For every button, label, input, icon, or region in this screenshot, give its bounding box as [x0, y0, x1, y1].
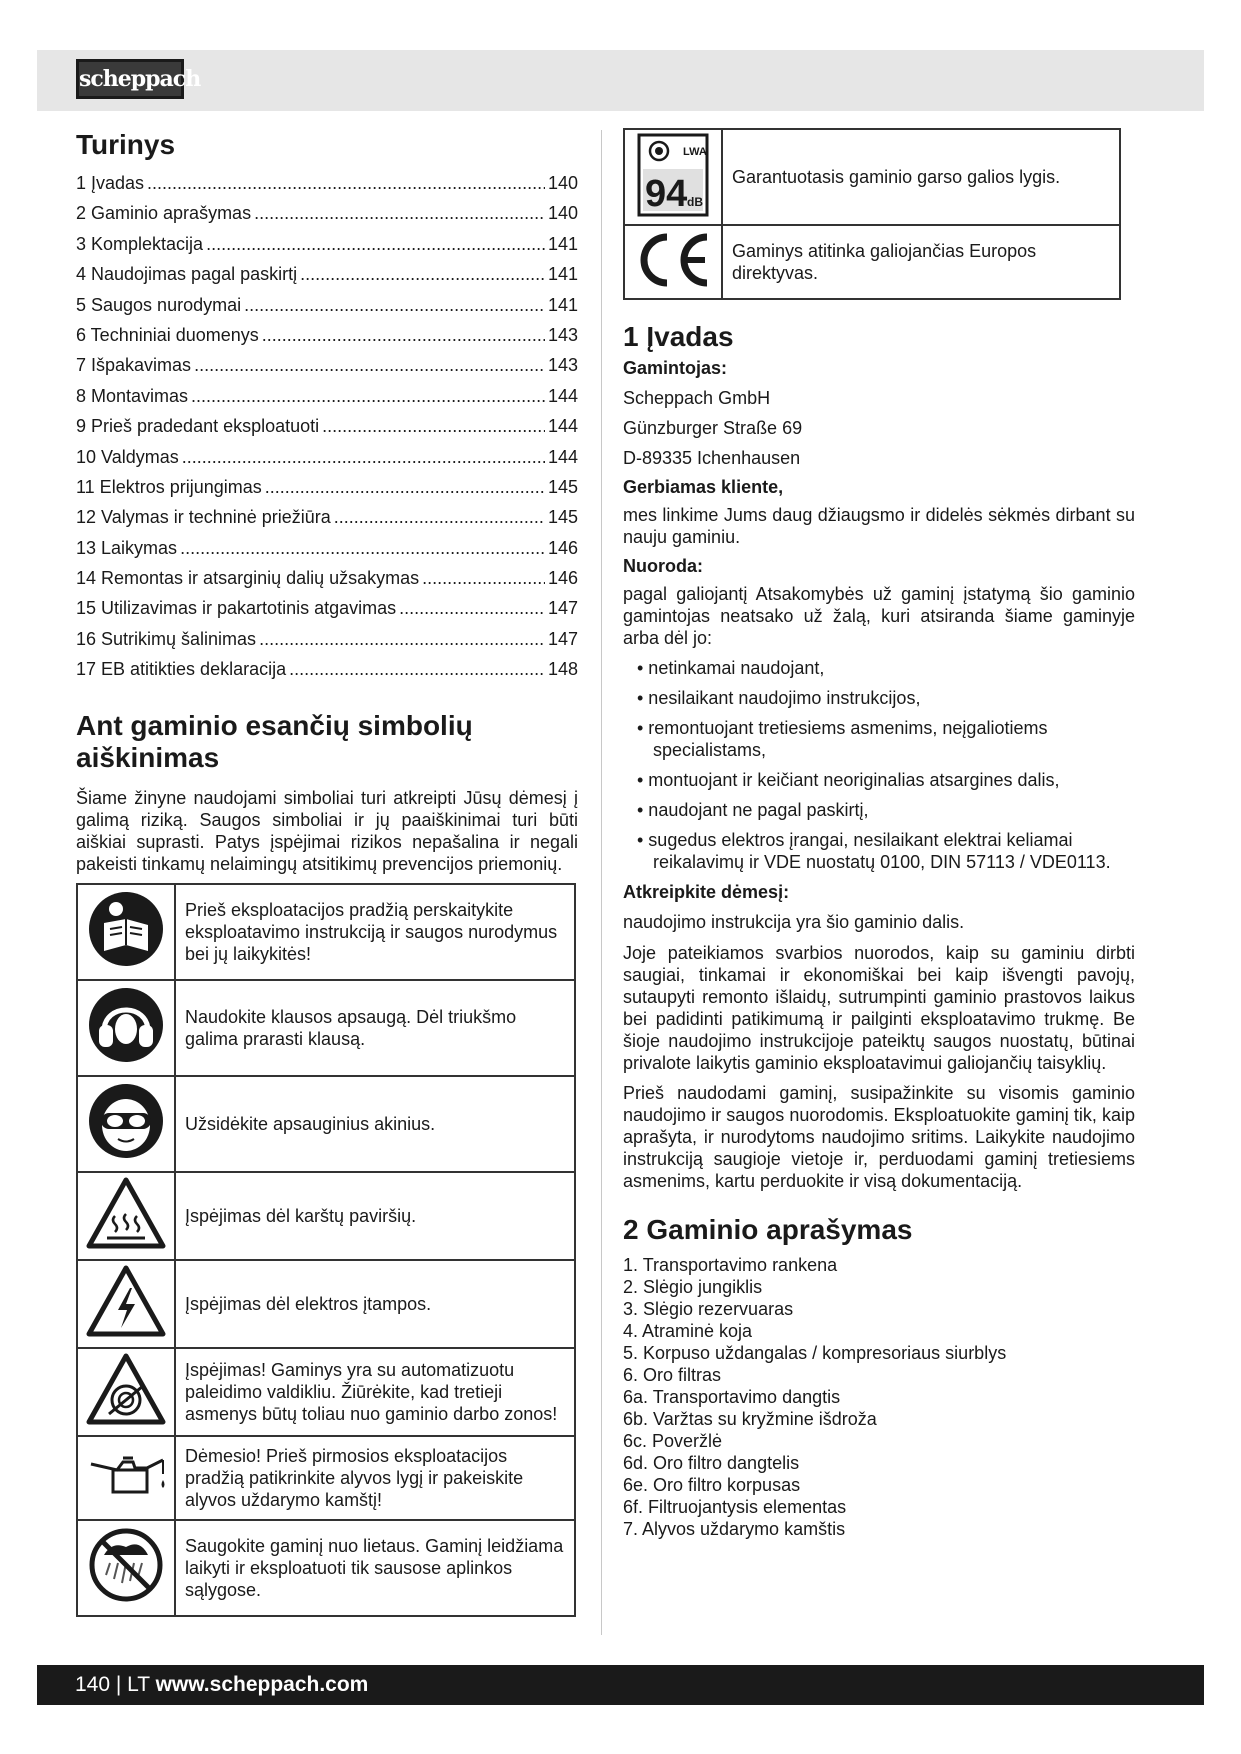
toc-entry-label: 11 Elektros prijungimas: [76, 476, 262, 497]
list-item: • sugedus elektros įrangai, nesilaikant elektrai keliamai reikalavimų ir VDE nuostatų 0100, DIN 57113 / VDE0113.: [637, 830, 1111, 872]
intro-title: 1 Įvadas: [623, 321, 734, 352]
symbol-row: [77, 1172, 575, 1260]
toc-entry-label: 12 Valymas ir techninė priežiūra: [76, 507, 331, 528]
toc-entry-label: 17 EB atitikties deklaracija: [76, 659, 287, 680]
symbol-text: Garantuotasis gaminio garso galios lygis.: [722, 129, 1120, 225]
toc-entry-label: 8 Montavimas: [76, 385, 189, 406]
toc-entry[interactable]: [76, 596, 578, 626]
symbol-text: Įspėjimas dėl karštų paviršių.: [175, 1172, 575, 1260]
toc-leader-dots: [289, 657, 545, 687]
symbols-intro: Šiame žinyne naudojami simboliai turi atkreipti Jūsų dėmesį į galimą riziką. Saugos simboliai ir jų paaiškinimai turi būti aiškiai suprasti. Patys įspėjimai rizikos nepašalina ir negali pakeisti tinkamų nelaimingų atsitikimų prevencijos priemonių.: [76, 787, 578, 874]
list-item: • montuojant ir keičiant neoriginalias atsargines dalis,: [637, 770, 1060, 790]
toc-entry-label: 9 Prieš pradedant eksploatuoti: [76, 416, 320, 437]
list-item: • nesilaikant naudojimo instrukcijos,: [637, 688, 921, 708]
toc-entry-page: 140: [547, 203, 578, 224]
toc-leader-dots: [399, 596, 545, 626]
toc-entry-label: 13 Laikymas: [76, 537, 178, 558]
toc-entry[interactable]: [76, 505, 578, 535]
symbol-icon-cell: [77, 1172, 175, 1260]
note-text: pagal galiojantį Atsakomybės už gaminį įstatymą šio gaminio gamintojas neatsako už žalą, kuri atsiranda šiame gaminyje arba dėl jo:: [623, 584, 1135, 648]
symbol-icon-cell: [77, 1436, 175, 1520]
symbol-row: [77, 1348, 575, 1436]
list-item: • remontuojant tretiesiems asmenims, neįgaliotiems specialistams,: [637, 718, 1048, 760]
toc-entry-page: 147: [547, 628, 578, 649]
manufacturer-label: Gamintojas:: [623, 358, 728, 378]
ear-protection-icon: [86, 985, 166, 1065]
toc-entry-page: 144: [547, 385, 578, 406]
list-item: 7. Alyvos uždarymo kamštis: [623, 1519, 846, 1539]
toc-leader-dots: [206, 232, 545, 262]
list-item: 6a. Transportavimo dangtis: [623, 1387, 841, 1407]
symbols-table: [76, 883, 576, 1617]
sound-power-label: LWA: [683, 145, 707, 158]
toc-entry[interactable]: [76, 445, 578, 475]
sound-power-icon: [637, 133, 709, 217]
page-header: [37, 50, 1204, 111]
toc-entry-page: 143: [547, 324, 578, 345]
right-column: [623, 128, 1135, 1540]
toc-entry[interactable]: [76, 171, 578, 201]
symbol-icon-cell: [624, 129, 722, 225]
toc-entry[interactable]: [76, 627, 578, 657]
column-divider: [601, 130, 602, 1635]
symbol-icon-cell: [77, 884, 175, 980]
left-column: [76, 128, 578, 1617]
list-item: 6e. Oro filtro korpusas: [623, 1475, 801, 1495]
toc-leader-dots: [147, 171, 545, 201]
toc-entry[interactable]: [76, 293, 578, 323]
toc-entry-page: 145: [547, 476, 578, 497]
symbol-row: [77, 1260, 575, 1348]
list-item: 6f. Filtruojantysis elementas: [623, 1497, 847, 1517]
description-title: 2 Gaminio aprašymas: [623, 1214, 913, 1245]
toc-entry-label: 7 Išpakavimas: [76, 355, 192, 376]
toc-entry-label: 10 Valdymas: [76, 446, 179, 467]
attention-text: naudojimo instrukcija yra šio gaminio dalis.: [623, 912, 965, 932]
toc-entry-page: 141: [547, 264, 578, 285]
attention-label: Atkreipkite dėmesį:: [623, 882, 790, 902]
toc-entry[interactable]: [76, 384, 578, 414]
toc-leader-dots: [300, 262, 545, 292]
symbol-icon-cell: [77, 1520, 175, 1616]
toc-entry-page: 145: [547, 507, 578, 528]
toc-entry[interactable]: [76, 536, 578, 566]
toc-entry-page: 146: [547, 568, 578, 589]
parts-list: [623, 1254, 1135, 1540]
address-line: Scheppach GmbH: [623, 388, 771, 408]
toc-entry-label: 14 Remontas ir atsarginių dalių užsakymas: [76, 568, 420, 589]
toc-leader-dots: [259, 627, 545, 657]
toc-leader-dots: [262, 323, 545, 353]
toc-leader-dots: [334, 505, 545, 535]
symbol-text: Gaminys atitinka galiojančias Europos direktyvas.: [722, 225, 1120, 299]
toc-leader-dots: [422, 566, 545, 596]
symbol-row: [77, 1436, 575, 1520]
manufacturer-address: [623, 387, 1135, 469]
page-footer: [37, 1665, 1204, 1705]
address-line: D-89335 Ichenhausen: [623, 448, 801, 468]
symbol-icon-cell: [77, 1076, 175, 1172]
sound-power-unit: dB: [687, 194, 703, 209]
website-link[interactable]: www.scheppach.com: [155, 1673, 369, 1696]
liability-list: [623, 657, 1135, 873]
toc-entry-label: 4 Naudojimas pagal paskirtį: [76, 264, 298, 285]
toc-entry[interactable]: [76, 323, 578, 353]
product-marks-table: [623, 128, 1121, 300]
automatic-start-warning-icon: [85, 1352, 167, 1426]
toc-entry-page: 144: [547, 446, 578, 467]
toc-leader-dots: [180, 536, 545, 566]
symbol-row: [77, 980, 575, 1076]
symbol-icon-cell: [624, 225, 722, 299]
toc-leader-dots: [191, 384, 545, 414]
toc-entry[interactable]: [76, 475, 578, 505]
toc-entry-page: 140: [547, 173, 578, 193]
symbol-row: [77, 1076, 575, 1172]
page-number: 140 | LT: [75, 1673, 150, 1696]
symbol-text: Saugokite gaminį nuo lietaus. Gaminį leidžiama laikyti ir eksploatuoti tik sausose aplinkos sąlygose.: [175, 1520, 575, 1616]
toc-entry-label: 2 Gaminio aprašymas: [76, 203, 252, 224]
toc-entry-page: 144: [547, 416, 578, 437]
toc-entry-label: 15 Utilizavimas ir pakartotinis atgavimas: [76, 598, 397, 619]
symbols-title: Ant gaminio esančių simbolių aiškinimas: [76, 709, 473, 773]
scheppach-logo: scheppach: [76, 59, 184, 99]
toc-entry-page: 141: [547, 233, 578, 254]
dear-customer-text: mes linkime Jums daug džiaugsmo ir didelės sėkmės dirbant su nauju gaminiu.: [623, 505, 1135, 547]
toc-leader-dots: [244, 293, 545, 323]
symbol-icon-cell: [77, 1348, 175, 1436]
intro-paragraph-1: Joje pateikiamos svarbios nuorodos, kaip su gaminiu dirbti saugiai, tinkamai ir ekonomiškai bei kaip išvengti pavojų, sutaupyti remonto išlaidų, sutrumpinti gaminio prastovos laikus bei padidinti patikimumą ir pailginti eksploatavimo trukmę. Be šioje naudojimo instrukcijoje pateiktų saugos nuostatų, būtinai privalote laikytis gaminio eksploatavimui galiojančių taisyklių.: [623, 943, 1135, 1073]
no-rain-icon: [86, 1525, 166, 1605]
list-item: 4. Atraminė koja: [623, 1321, 753, 1341]
symbol-row: [624, 129, 1120, 225]
electric-voltage-warning-icon: [85, 1264, 167, 1338]
list-item: 3. Slėgio rezervuaras: [623, 1299, 794, 1319]
toc-entry[interactable]: [76, 414, 578, 444]
toc-entry-page: 147: [547, 598, 578, 619]
symbol-text: Įspėjimas! Gaminys yra su automatizuotu paleidimo valdikliu. Žiūrėkite, kad tretieji asmenys būtų toliau nuo gaminio darbo zonos!: [175, 1348, 575, 1436]
read-manual-icon: [86, 889, 166, 969]
symbol-row: [77, 884, 575, 980]
toc-entry[interactable]: [76, 201, 578, 231]
toc-entry[interactable]: [76, 262, 578, 292]
list-item: • netinkamai naudojant,: [637, 658, 825, 678]
toc-leader-dots: [194, 353, 545, 383]
toc-leader-dots: [322, 414, 545, 444]
symbol-text: Naudokite klausos apsaugą. Dėl triukšmo galima prarasti klausą.: [175, 980, 575, 1076]
toc-entry[interactable]: [76, 232, 578, 262]
list-item: 2. Slėgio jungiklis: [623, 1277, 763, 1297]
list-item: 1. Transportavimo rankena: [623, 1255, 838, 1275]
symbol-icon-cell: [77, 980, 175, 1076]
symbol-text: Prieš eksploatacijos pradžią perskaitykite eksploatavimo instrukciją ir saugos nurodymus bei jų laikykitės!: [175, 884, 575, 980]
oil-can-icon: [83, 1450, 169, 1500]
toc-leader-dots: [182, 445, 545, 475]
ce-mark-icon: [631, 229, 715, 291]
toc-entry[interactable]: [76, 353, 578, 383]
hot-surface-warning-icon: [85, 1176, 167, 1250]
toc-entry-page: 143: [547, 355, 578, 376]
toc-entry[interactable]: [76, 566, 578, 596]
sound-power-value: 94: [645, 172, 688, 215]
symbol-icon-cell: [77, 1260, 175, 1348]
toc-entry-label: 6 Techniniai duomenys: [76, 324, 259, 345]
symbol-text: Dėmesio! Prieš pirmosios eksploatacijos pradžią patikrinkite alyvos lygį ir pakeiskite alyvos uždarymo kamštį!: [175, 1436, 575, 1520]
list-item: 5. Korpuso uždangalas / kompresoriaus siurblys: [623, 1343, 1007, 1363]
toc-leader-dots: [254, 201, 545, 231]
dear-customer-label: Gerbiamas kliente,: [623, 477, 784, 497]
toc-entry-label: 5 Saugos nurodymai: [76, 294, 242, 315]
list-item: 6d. Oro filtro dangtelis: [623, 1453, 800, 1473]
toc-entry[interactable]: [76, 657, 578, 687]
toc-entry-label: 3 Komplektacija: [76, 233, 204, 254]
symbol-row: [77, 1520, 575, 1616]
list-item: 6c. Poveržlė: [623, 1431, 723, 1451]
toc-entry-label: 1 Įvadas: [76, 173, 145, 193]
toc-entry-page: 148: [547, 659, 578, 680]
toc-entry-label: 16 Sutrikimų šalinimas: [76, 628, 257, 649]
note-label: Nuoroda:: [623, 556, 703, 576]
list-item: 6. Oro filtras: [623, 1365, 722, 1385]
toc-entry-page: 146: [547, 537, 578, 558]
safety-goggles-icon: [86, 1081, 166, 1161]
toc-entry-page: 141: [547, 294, 578, 315]
table-of-contents: [76, 171, 578, 688]
address-line: Günzburger Straße 69: [623, 418, 803, 438]
toc-leader-dots: [265, 475, 545, 505]
toc-title: Turinys: [76, 129, 176, 160]
symbol-row: [624, 225, 1120, 299]
symbol-text: Užsidėkite apsauginius akinius.: [175, 1076, 575, 1172]
symbol-text: Įspėjimas dėl elektros įtampos.: [175, 1260, 575, 1348]
intro-paragraph-2: Prieš naudodami gaminį, susipažinkite su visomis gaminio naudojimo ir saugos nuorodomis. Eksploatuokite gaminį tik, kaip aprašyta, ir nurodytoms naudojimo sritims. Laikykite naudojimo instrukciją saugioje vietoje ir, perduodami gaminį tretiesiems asmenims, kartu perduokite ir visą dokumentaciją.: [623, 1083, 1135, 1191]
list-item: 6b. Varžtas su kryžmine išdroža: [623, 1409, 877, 1429]
list-item: • naudojant ne pagal paskirtį,: [637, 800, 869, 820]
